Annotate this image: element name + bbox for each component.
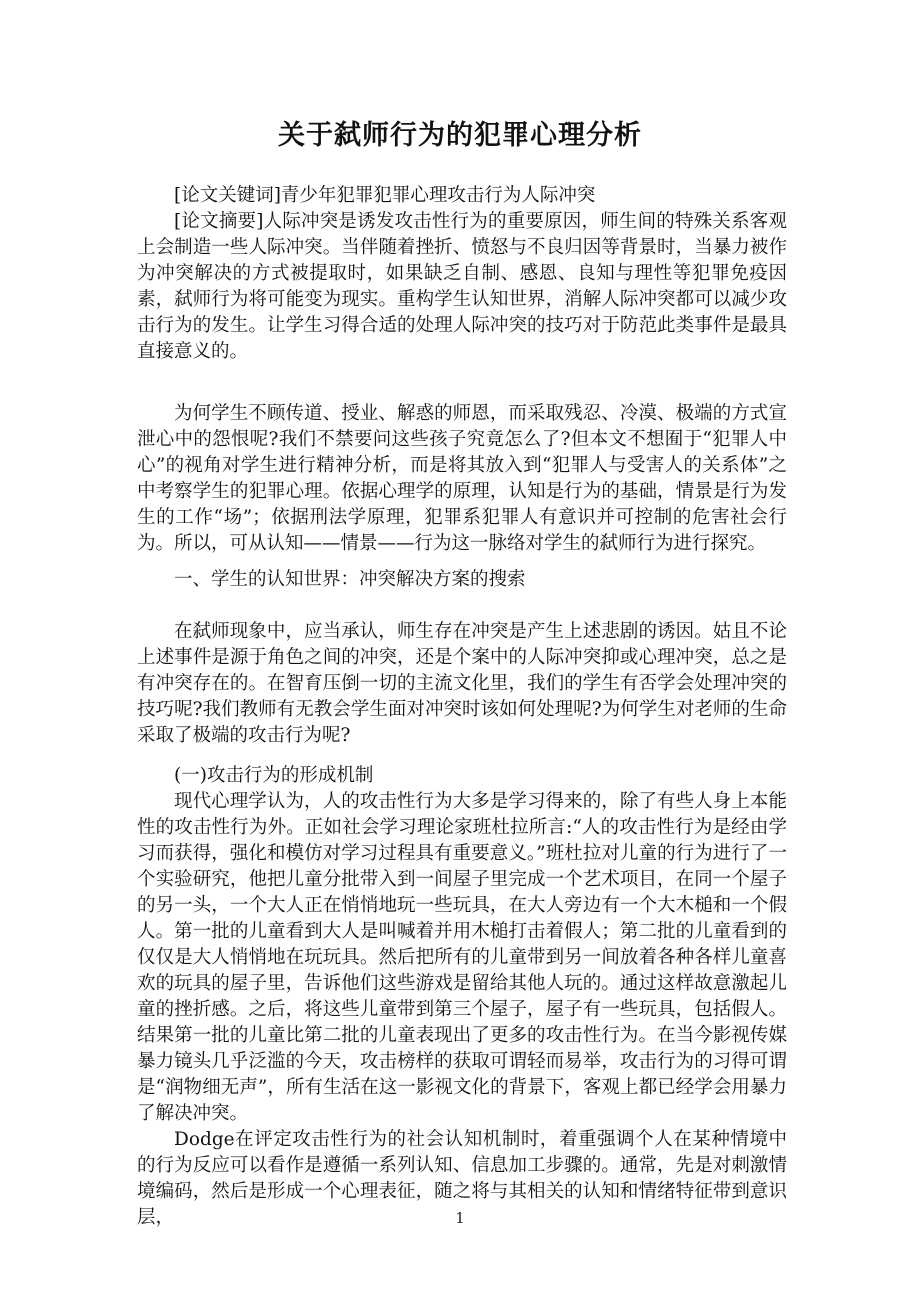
abstract-paragraph: [论文摘要]人际冲突是诱发攻击性行为的重要原因，师生间的特殊关系客观上会制造一些人际冲突。当伴随着挫折、愤怒与不良归因等背景时，当暴力被作为冲突解决的方式被提取时，如果缺乏自制、感恩、良知与理性等犯罪免疫因素，弑师行为将可能变为现实。重构学生认知世界，消解人际冲突都可以减少攻击行为的发生。让学生习得合适的处理人际冲突的技巧对于防范此类事件是最具直接意义的。 <box>137 211 787 362</box>
subsection1-heading: (一)攻击行为的形成机制 <box>174 765 374 786</box>
intro-block <box>137 401 787 557</box>
subsection1-block <box>137 763 787 1231</box>
section1-heading: 一、学生的认知世界：冲突解决方案的搜索 <box>174 569 526 590</box>
section1-block <box>137 619 787 749</box>
page-number: 1 <box>455 1209 465 1227</box>
keywords-abstract-block <box>137 183 787 365</box>
subsection1-paragraph-1: 现代心理学认为，人的攻击性行为大多是学习得来的，除了有些人身上本能性的攻击性行为外。正如社会学习理论家班杜拉所言:“人的攻击性行为是经由学习而获得，强化和模仿对学习过程具有重要意义。”班杜拉对儿童的行为进行了一个实验研究，他把儿童分批带入到一间屋子里完成一个艺术项目，在同一个屋子的另一头，一个大人正在悄悄地玩一些玩具，在大人旁边有一个大木槌和一个假人。第一批的儿童看到大人是叫喊着并用木槌打击着假人；第二批的儿童看到的仅仅是大人悄悄地在玩玩具。然后把所有的儿童带到另一间放着各种各样儿童喜欢的玩具的屋子里，告诉他们这些游戏是留给其他人玩的。通过这样故意激起儿童的挫折感。之后，将这些儿童带到第三个屋子，屋子有一些玩具，包括假人。结果第一批的儿童比第二批的儿童表现出了更多的攻击性行为。在当今影视传媒暴力镜头几乎泛滥的今天，攻击榜样的获取可谓轻而易举，攻击行为的习得可谓是“润物细无声”，所有生活在这一影视文化的背景下，客观上都已经学会用暴力了解决冲突。 <box>137 791 787 1124</box>
section1-paragraph: 在弑师现象中，应当承认，师生存在冲突是产生上述悲剧的诱因。姑且不论上述事件是源于角色之间的冲突，还是个案中的人际冲突抑或心理冲突，总之是有冲突存在的。在智育压倒一切的主流文化里，我们的学生有否学会处理冲突的技巧呢?我们教师有无教会学生面对冲突时该如何处理呢?为何学生对老师的生命采取了极端的攻击行为呢? <box>137 621 787 746</box>
document-title: 关于弑师行为的犯罪心理分析 <box>278 120 642 151</box>
intro-paragraph: 为何学生不顾传道、授业、解惑的师恩，而采取残忍、冷漠、极端的方式宣泄心中的怨恨呢?我们不禁要问这些孩子究竟怎么了?但本文不想囿于“犯罪人中心”的视角对学生进行精神分析，而是将其放入到“犯罪人与受害人的关系体”之中考察学生的犯罪心理。依据心理学的原理，认知是行为的基础，情景是行为发生的工作“场”；依据刑法学原理，犯罪系犯罪人有意识并可控制的危害社会行为。所以，可从认知——情景——行为这一脉络对学生的弑师行为进行探究。 <box>137 403 787 554</box>
section1-heading-block <box>137 567 787 593</box>
keywords-line: [论文关键词]青少年犯罪犯罪心理攻击行为人际冲突 <box>174 185 596 206</box>
subsection1-paragraph-2: Dodge在评定攻击性行为的社会认知机制时，着重强调个人在某种情境中的行为反应可以看作是遵循一系列认知、信息加工步骤的。通常，先是对刺激情境编码，然后是形成一个心理表征，随之将与其相关的认知和情绪特征带到意识层， <box>137 1129 787 1228</box>
